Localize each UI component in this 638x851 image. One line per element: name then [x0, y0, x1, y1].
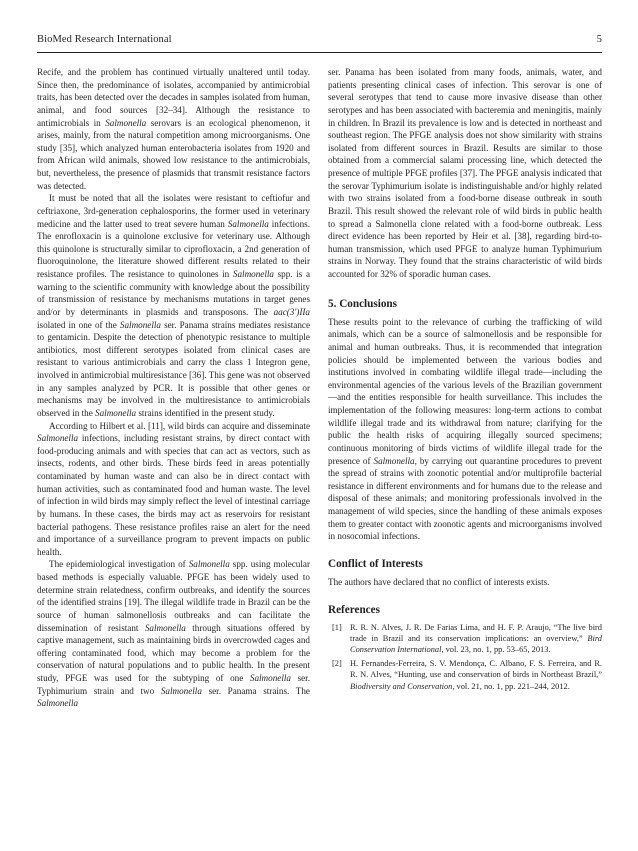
conclusions-heading: 5. Conclusions: [328, 297, 398, 310]
italic-text: Salmonella: [95, 407, 137, 418]
italic-text: Bird Conservation International: [350, 633, 602, 655]
reference-item: [328, 658, 602, 692]
references-heading: References: [328, 603, 380, 616]
italic-text: Salmonella: [144, 622, 186, 633]
reference-text: H. Fernandes-Ferreira, S. V. Mendonça, C. Albano, F. S. Ferreira, and R. R. N. Alves, “Hunting, use and conservation of birds in Northeast Brazil,” Biodiversity and Conservation, vol. 21, no. 1, pp. 221–244, 2012.: [350, 658, 602, 691]
italic-text: Salmonella: [105, 117, 147, 128]
reference-number: [2]: [332, 658, 342, 668]
italic-text: Salmonella: [37, 433, 79, 444]
header-rule: [37, 52, 602, 53]
reference-list: [328, 622, 602, 692]
italic-text: Salmonella: [37, 698, 79, 709]
body-paragraph: ser. Panama has been isolated from many foods, animals, water, and patients presenting clinical cases of infection. This serovar is one of several serotypes that tend to cause more invasive disease than other serotypes and has been associated with bacteremia and meningitis, mainly in children. In Brazil its prevalence is low and is detected in northeast and southeast region. The PFGE analysis does not show similarity with strains isolated from different sources in Brazil. Results are similar to those obtained from a commercial salami processing line, which detected the presence of multiple PFGE profiles [37]. The PFGE analysis indicated that the serovar Typhimurium isolate is indistinguishable and/or highly related with two strains isolated from a food-borne disease outbreak in south Brazil. This result showed the relevant role of wild birds in public health to spread a Salmonella clone related with a food-borne outbreak. Less direct evidence has been reported by Heir et al. [38], regarding bird-to-human transmission, which used PFGE to analyze human Typhimurium strains in Norway. They found that the strains characteristic of wild birds accounted for 32% of sporadic human cases.: [328, 67, 602, 279]
conflict-of-interests-text: The authors have declared that no conflict of interests exists.: [328, 576, 550, 587]
journal-name: BioMed Research International: [37, 34, 172, 45]
right-column: [328, 66, 602, 694]
reference-number: [1]: [332, 622, 342, 632]
reference-item: [328, 622, 602, 656]
italic-text: Salmonella: [232, 269, 274, 279]
conflict-of-interests-heading: Conflict of Interests: [328, 557, 423, 570]
italic-text: Salmonella: [188, 559, 230, 570]
italic-text: Biodiversity and Conservation: [350, 681, 453, 691]
body-paragraph: Recife, and the problem has continued virtually unaltered until today. Since then, the predominance of isolates, accompanied by antimicrobial traits, has been detected over the decades in samples isolated from human, animal, and food sources [32–34]. Although the resistance to antimicrobials in Salmonella serovars is an ecological phenomenon, it arises, mainly, from the natural competition among microorganisms. One study [35], which analyzed human enterobacteria isolates from 1920 and from African wild animals, showed low resistance to the antimicrobials, but, nevertheless, the presence of plasmids that transmit resistance factors was detected.: [37, 67, 310, 191]
italic-text: Salmonella: [249, 673, 291, 683]
italic-text: Salmonella: [373, 455, 415, 466]
italic-text: Salmonella: [119, 319, 161, 330]
left-column: [37, 66, 310, 710]
italic-text: Salmonella: [227, 218, 269, 229]
body-paragraph: It must be noted that all the isolates were resistant to ceftiofur and ceftriaxone, 3rd-generation cephalosporins, the former used in veterinary medicine and the latter used to treat severe human Salmonella infections. The enrofloxacin is a quinolone exclusive for veterinary use. Although this quinolone is structurally similar to ciprofloxacin, a 2nd generation of fluoroquinolone, the literature showed different results related to their resistance profiles. The resistance to quinolones in Salmonella spp. is a warning to the scientific community with knowledge about the possibility of transmission of resistance by mechanisms mutations in target genes and/or by determinants in plasmids and transposons. The aac(3')IIa isolated in one of the Salmonella ser. Panama strains mediates resistance to gentamicin. Despite the detection of phenotypic resistance to multiple antibiotics, most different serotypes isolated from clinical cases are resistant to various antimicrobials and carry the class 1 Integron gene, involved in antimicrobial multiresistance [36]. This gene was not observed in any samples analyzed by PCR. It is possible that other genes or mechanisms may be involved in the multiresistance to antimicrobials observed in the Salmonella strains identified in the present study.: [37, 193, 311, 418]
page-number: 5: [596, 34, 602, 45]
body-paragraph: According to Hilbert et al. [11], wild birds can acquire and disseminate Salmonella infections, including resistant strains, by direct contact with food-producing animals and with species that can act as vectors, such as insects, rodents, and other birds. These birds feed in areas potentially contaminated by human waste and can also be in direct contact with human activities, such as contaminated food and human waste. The level of infection in wild birds may simply reflect the level of intestinal carriage by humans. In these cases, the birds may act as reservoirs for resistant bacterial pathogens. These resistance profiles raise an alert for the need and importance of a surveillance program to prevent impacts on public health.: [37, 420, 310, 557]
italic-text: Salmonella: [160, 685, 202, 696]
body-paragraph: The epidemiological investigation of Salmonella spp. using molecular based methods is especially valuable. PFGE has been widely used to determine strain relatedness, confirm outbreaks, and identify the sources of the identified strains [19]. The illegal wildlife trade in Brazil can be the source of human salmonellosis outbreaks and can facilitate the dissemination of resistant Salmonella through situations offered by captive management, such as maintaining birds in overcrowded cages and offering contaminated food, which may become a problem for the conservation of natural populations and to public health. In the present study, PFGE was used for the subtyping of one Salmonella ser. Typhimurium strain and two Salmonella ser. Panama strains. The Salmonella: [37, 559, 311, 709]
italic-text: aac(3')IIa: [273, 306, 310, 317]
reference-text: R. R. N. Alves, J. R. De Farias Lima, and H. F. P. Araujo, “The live bird trade in Brazil and its conservation implications: an overview,” Bird Conservation International, vol. 23, no. 1, pp. 53–65, 2013.: [350, 622, 602, 655]
running-head: [37, 34, 602, 45]
conclusions-paragraph: These results point to the relevance of curbing the trafficking of wild animals, which can be a source of salmonellosis and be responsible for animal and human outbreaks. Thus, it is recommended that integration policies should be implemented between the various bodies and institutions involved in combating wildlife illegal trade—including the environmental agencies of the various levels of the Brazilian government—and the entities responsible for health surveillance. This includes the implementation of the following measures: long-term actions to combat wildlife illegal trade and its withdrawal from nature; clarifying for the public the health risks of acquiring illegally sourced specimens; continuous monitoring of birds victims of wildlife illegal trade for the presence of Salmonella, by carrying out quarantine procedures to prevent the spread of strains with zoonotic potential and/or multiprofile bacterial resistance in different environments and for humans due to the release and disposal of these animals; and monitoring professionals involved in the management of wild species, since the handling of these animals exposes them to greater contact with zoonotic agents and microorganisms involved in nosocomial infections.: [328, 316, 602, 542]
